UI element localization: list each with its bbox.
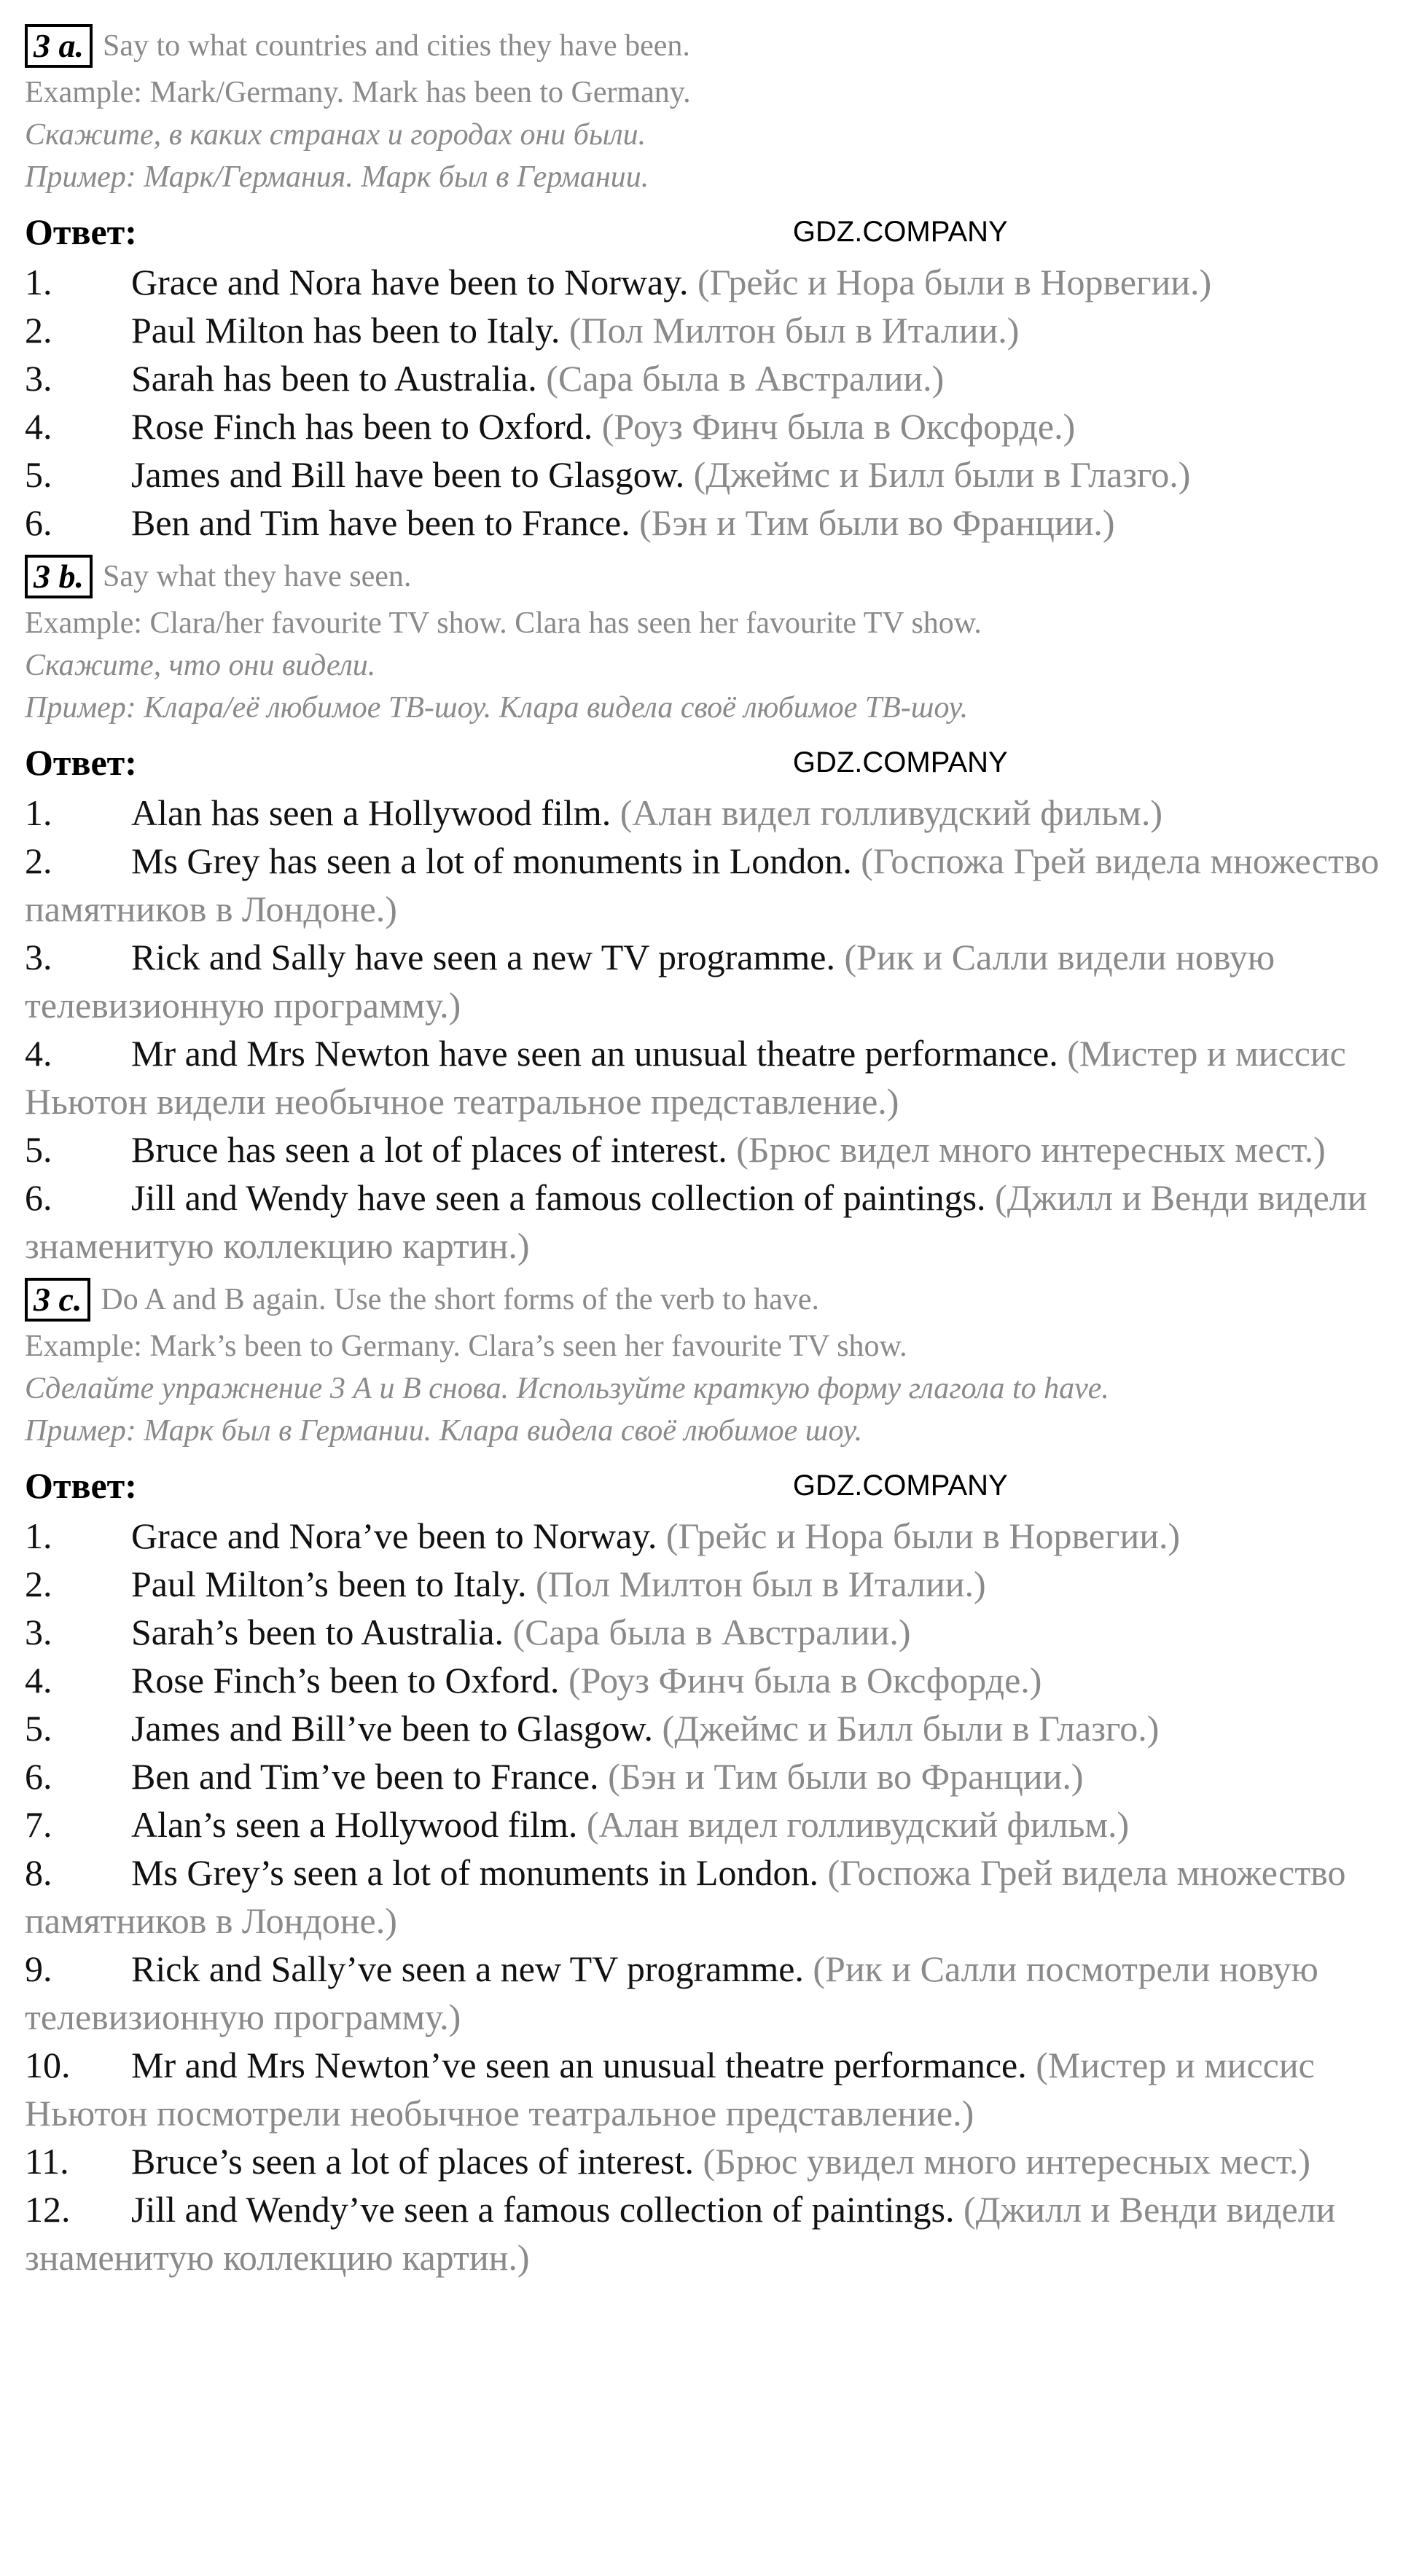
- example-text: Example: Mark’s been to Germany. Clara’s seen her favourite TV show.: [25, 1330, 907, 1363]
- item-translation: (Алан видел голливудский фильм.): [619, 792, 1162, 833]
- watermark: GDZ.COMPANY: [792, 216, 1008, 248]
- item-number: 4.: [25, 1660, 52, 1701]
- item-translation: (Пол Милтон был в Италии.): [536, 1564, 986, 1604]
- item-translation: (Рик и Салли посмотрели новую телевизионную программу.): [25, 1948, 1318, 2037]
- item-translation: (Пол Милтон был в Италии.): [568, 310, 1020, 351]
- answer-item: [25, 306, 1388, 354]
- example-text: Example: Mark/Germany. Mark has been to Germany.: [25, 76, 691, 109]
- item-english: Ben and Tim have been to France.: [131, 502, 630, 543]
- item-number: 1.: [25, 792, 52, 833]
- item-number: 5.: [25, 454, 52, 495]
- exercise-section: [25, 1274, 1388, 2282]
- item-number: 4.: [25, 1033, 52, 1074]
- answer-item: [25, 1945, 1388, 2041]
- item-number: 2.: [25, 1564, 52, 1604]
- instruction-ru: Скажите, что они видели.: [25, 649, 376, 682]
- item-number: 7.: [25, 1804, 52, 1845]
- answer-item: [25, 1800, 1388, 1849]
- item-number: 2.: [25, 310, 52, 351]
- task-header: [25, 20, 1388, 71]
- item-english: Jill and Wendy’ve seen a famous collection of paintings.: [131, 2189, 955, 2230]
- answer-label: Ответ:: [25, 211, 137, 252]
- item-english: Rose Finch’s been to Oxford.: [131, 1660, 560, 1701]
- example-ru: Пример: Марк/Германия. Марк был в Германии.: [25, 160, 649, 194]
- item-number: 8.: [25, 1852, 52, 1893]
- item-english: Sarah’s been to Australia.: [131, 1612, 504, 1652]
- answer-item: [25, 402, 1388, 450]
- answer-item: [25, 258, 1388, 306]
- item-number: 12.: [25, 2189, 71, 2230]
- item-translation: (Госпожа Грей видела множество памятников в Лондоне.): [25, 840, 1380, 929]
- exercise-number-badge: 3 b.: [25, 555, 93, 598]
- item-number: 9.: [25, 1948, 52, 1989]
- item-number: 6.: [25, 502, 52, 543]
- item-english: Grace and Nora have been to Norway.: [131, 262, 689, 303]
- item-translation: (Сара была в Австралии.): [512, 1612, 911, 1652]
- answer-item: [25, 1512, 1388, 1560]
- item-translation: (Джилл и Венди видели знаменитую коллекцию картин.): [25, 1177, 1367, 1266]
- item-translation: (Джеймс и Билл были в Глазго.): [693, 454, 1191, 495]
- item-english: Alan’s seen a Hollywood film.: [131, 1804, 578, 1845]
- item-number: 6.: [25, 1177, 52, 1218]
- item-number: 3.: [25, 937, 52, 977]
- answer-item: [25, 789, 1388, 837]
- item-translation: (Госпожа Грей видела множество памятников в Лондоне.): [25, 1852, 1346, 1941]
- item-translation: (Грейс и Нора были в Норвегии.): [697, 262, 1212, 303]
- item-english: Bruce has seen a lot of places of interest.: [131, 1129, 727, 1170]
- item-number: 10.: [25, 2045, 71, 2085]
- answer-item: [25, 2137, 1388, 2185]
- item-number: 5.: [25, 1129, 52, 1170]
- instruction-ru: Сделайте упражнение 3 А и В снова. Используйте краткую форму глагола to have.: [25, 1372, 1109, 1405]
- exercise-number-badge: 3 c.: [25, 1278, 90, 1322]
- item-english: Rick and Sally’ve seen a new TV programme.: [131, 1948, 804, 1989]
- item-english: Mr and Mrs Newton have seen an unusual theatre performance.: [131, 1033, 1058, 1074]
- item-english: Paul Milton’s been to Italy.: [131, 1564, 527, 1604]
- item-translation: (Джеймс и Билл были в Глазго.): [662, 1708, 1160, 1749]
- answer-item: [25, 1174, 1388, 1270]
- exercise-number-badge: 3 a.: [25, 24, 93, 68]
- item-translation: (Рик и Салли видели новую телевизионную программу.): [25, 937, 1275, 1026]
- item-translation: (Бэн и Тим были во Франции.): [608, 1756, 1084, 1797]
- item-translation: (Роуз Финч была в Оксфорде.): [568, 1660, 1042, 1701]
- answer-item: [25, 933, 1388, 1029]
- answer-item: [25, 1656, 1388, 1704]
- task-header: [25, 551, 1388, 602]
- item-english: Ben and Tim’ve been to France.: [131, 1756, 599, 1797]
- item-translation: (Грейс и Нора были в Норвегии.): [665, 1515, 1181, 1556]
- answer-item: [25, 2185, 1388, 2282]
- answer-item: [25, 1849, 1388, 1945]
- answer-heading: [25, 736, 1388, 789]
- item-number: 3.: [25, 1612, 52, 1652]
- answer-item: [25, 1029, 1388, 1125]
- item-number: 4.: [25, 406, 52, 447]
- instruction-text: Say what they have seen.: [103, 560, 412, 593]
- item-translation: (Брюс увидел много интересных мест.): [703, 2141, 1311, 2182]
- instruction-text: Say to what countries and cities they have been.: [103, 29, 690, 63]
- item-translation: (Джилл и Венди видели знаменитую коллекцию картин.): [25, 2189, 1336, 2278]
- item-number: 1.: [25, 262, 52, 303]
- item-number: 1.: [25, 1515, 52, 1556]
- answer-item: [25, 1560, 1388, 1608]
- task-header: [25, 1274, 1388, 1325]
- answer-item: [25, 450, 1388, 499]
- item-english: Alan has seen a Hollywood film.: [131, 792, 611, 833]
- example-ru: Пример: Марк был в Германии. Клара видела своё любимое шоу.: [25, 1414, 863, 1448]
- item-english: Sarah has been to Australia.: [131, 358, 537, 399]
- item-english: Ms Grey’s seen a lot of monuments in London.: [131, 1852, 818, 1893]
- item-translation: (Сара была в Австралии.): [546, 358, 945, 399]
- answer-item: [25, 1752, 1388, 1800]
- item-translation: (Мистер и миссис Ньютон видели необычное театральное представление.): [25, 1033, 1346, 1122]
- item-english: Bruce’s seen a lot of places of interest.: [131, 2141, 694, 2182]
- answer-item: [25, 1704, 1388, 1752]
- item-translation: (Мистер и миссис Ньютон посмотрели необычное театральное представление.): [25, 2045, 1315, 2134]
- item-english: James and Bill have been to Glasgow.: [131, 454, 685, 495]
- item-english: Mr and Mrs Newton’ve seen an unusual theatre performance.: [131, 2045, 1027, 2085]
- instruction-ru: Скажите, в каких странах и городах они были.: [25, 118, 646, 152]
- answer-item: [25, 499, 1388, 547]
- item-number: 3.: [25, 358, 52, 399]
- answer-item: [25, 1608, 1388, 1656]
- item-translation: (Бэн и Тим были во Франции.): [639, 502, 1115, 543]
- exercise-section: [25, 551, 1388, 1270]
- watermark: GDZ.COMPANY: [792, 746, 1008, 778]
- answer-label: Ответ:: [25, 742, 137, 783]
- item-translation: (Роуз Финч была в Оксфорде.): [601, 406, 1076, 447]
- item-number: 2.: [25, 840, 52, 881]
- item-english: Rose Finch has been to Oxford.: [131, 406, 593, 447]
- item-number: 5.: [25, 1708, 52, 1749]
- answer-heading: [25, 206, 1388, 258]
- answer-heading: [25, 1459, 1388, 1512]
- answer-item: [25, 1125, 1388, 1174]
- answer-item: [25, 837, 1388, 933]
- example-ru: Пример: Клара/её любимое ТВ-шоу. Клара видела своё любимое ТВ-шоу.: [25, 691, 969, 725]
- item-translation: (Алан видел голливудский фильм.): [586, 1804, 1130, 1845]
- answer-label: Ответ:: [25, 1465, 137, 1506]
- item-translation: (Брюс видел много интересных мест.): [736, 1129, 1326, 1170]
- item-english: Ms Grey has seen a lot of monuments in London.: [131, 840, 852, 881]
- item-english: Paul Milton has been to Italy.: [131, 310, 560, 351]
- item-english: Jill and Wendy have seen a famous collection of paintings.: [131, 1177, 986, 1218]
- item-number: 11.: [25, 2141, 69, 2182]
- answer-item: [25, 354, 1388, 402]
- exercise-section: [25, 20, 1388, 547]
- item-number: 6.: [25, 1756, 52, 1797]
- item-english: Grace and Nora’ve been to Norway.: [131, 1515, 657, 1556]
- watermark: GDZ.COMPANY: [792, 1470, 1008, 1502]
- document-page: [25, 20, 1388, 2303]
- example-text: Example: Clara/her favourite TV show. Clara has seen her favourite TV show.: [25, 606, 982, 640]
- instruction-text: Do A and B again. Use the short forms of the verb to have.: [101, 1283, 820, 1316]
- answer-item: [25, 2041, 1388, 2137]
- item-english: James and Bill’ve been to Glasgow.: [131, 1708, 654, 1749]
- item-english: Rick and Sally have seen a new TV programme.: [131, 937, 835, 977]
